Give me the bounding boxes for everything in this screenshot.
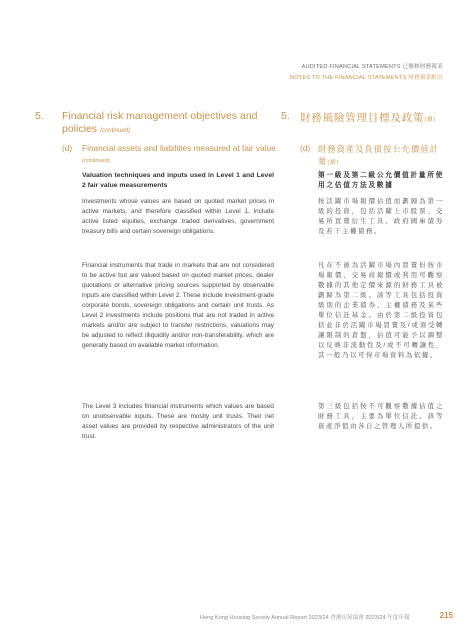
section-title-en <box>62 110 272 138</box>
subsection-title-en <box>82 143 282 166</box>
subsection-title-zh-text: 財務資產及負債按公允價值計量 <box>318 144 439 166</box>
paragraph-level1-en <box>82 197 274 237</box>
paragraph-level2-zh <box>318 261 444 361</box>
section-title-zh-text: 財務風險管理目標及政策 <box>300 112 425 124</box>
subsection-title-zh <box>318 143 444 169</box>
paragraph-level1-en-text: Investments whose values are based on quoted market prices in active markets, and therefore classified within Level 1, include active listed equities, exchange traded derivatives, government treasury bills and certain sovereign obligations. <box>82 198 274 235</box>
section-continued-en: (continued) <box>99 128 130 134</box>
paragraph-level2-en-text: Financial instruments that trade in markets that are not considered to be active but are valued based on quoted market prices, dealer quotations or alternative pricing sources supported by observable inputs are classified within Level 2. These include investment-grade corporate bonds, sovereign obligations and certain unit trusts. As Level 2 investments include positions that are not traded in active markets and/or are subject to transfer restrictions, valuations may be adjusted to reflect illiquidity and/or non-transferability, which are generally based on available market information. <box>82 262 274 349</box>
paragraph-level1-zh-text: 按活躍市場報價估值而劃歸為第一級的投資，包括活躍上市股票、交易所買賣衍生工具、政府國庫債券及若干主權債務。 <box>318 198 444 235</box>
paragraph-level1-zh <box>318 197 444 237</box>
subsection-letter-en: (d) <box>62 143 73 153</box>
paragraph-level3-zh <box>318 402 444 432</box>
paragraph-level2-zh-text: 凡在不被為活躍市場內買賣但按市場報價、交易商報價或利用可觀察數據的其他定價來源的財務工具被劃歸為第二級。該等工具包括投資級別的企業債券、主權債務及某些單位信託基金。由於第二級投資包括並非於活躍市場買賣及/或須受轉讓限制的倉盤，估值可能予以調整以反映非流動性及/或不可轉讓性，其一般乃以可得市場資料為依據。 <box>318 262 444 359</box>
page-number: 215 <box>439 611 453 620</box>
valuation-heading-zh <box>318 171 444 191</box>
paragraph-level3-en <box>82 402 274 442</box>
footer-report-title: Hong Kong Housing Society Annual Report 2023/24 香港房屋協會 2023/24 年度年報 <box>200 615 410 621</box>
section-title-en-text: Financial risk management objectives and policies <box>62 110 258 135</box>
section-number-zh: 5. <box>281 110 290 122</box>
section-continued-zh: (續) <box>424 117 436 123</box>
paragraph-level3-zh-text: 第三級包括按不可觀察數據估值之財務工具，主要為單位信託。該等資產淨值由各自之管理人所提供。 <box>318 403 444 430</box>
subsection-letter-zh: (d) <box>300 143 311 153</box>
running-header-subtitle: NOTES TO THE FINANCIAL STATEMENTS 財務報表附註 <box>289 75 443 81</box>
subsection-continued-zh: (續) <box>327 160 340 166</box>
running-header-title: AUDITED FINANCIAL STATEMENTS 已審核財務報表 <box>301 64 443 70</box>
paragraph-level3-en-text: The Level 3 includes financial instruments which values are based on unobservable inputs. These are mostly unit trusts. Their net asset values are provided by respective administrators of the unit trust. <box>82 403 274 440</box>
valuation-heading-en <box>82 171 274 191</box>
section-number-en: 5. <box>35 110 44 122</box>
valuation-heading-en-text: Valuation techniques and inputs used in Level 1 and Level 2 fair value measurements <box>82 172 274 189</box>
subsection-continued-en: (continued) <box>82 157 110 164</box>
subsection-title-en-text: Financial assets and liabilities measured at fair value <box>82 143 276 153</box>
section-title-zh <box>300 110 436 125</box>
paragraph-level2-en <box>82 261 274 351</box>
valuation-heading-zh-text: 第一級及第二級公允價值計量所使用之估值方法及數據 <box>318 172 444 189</box>
